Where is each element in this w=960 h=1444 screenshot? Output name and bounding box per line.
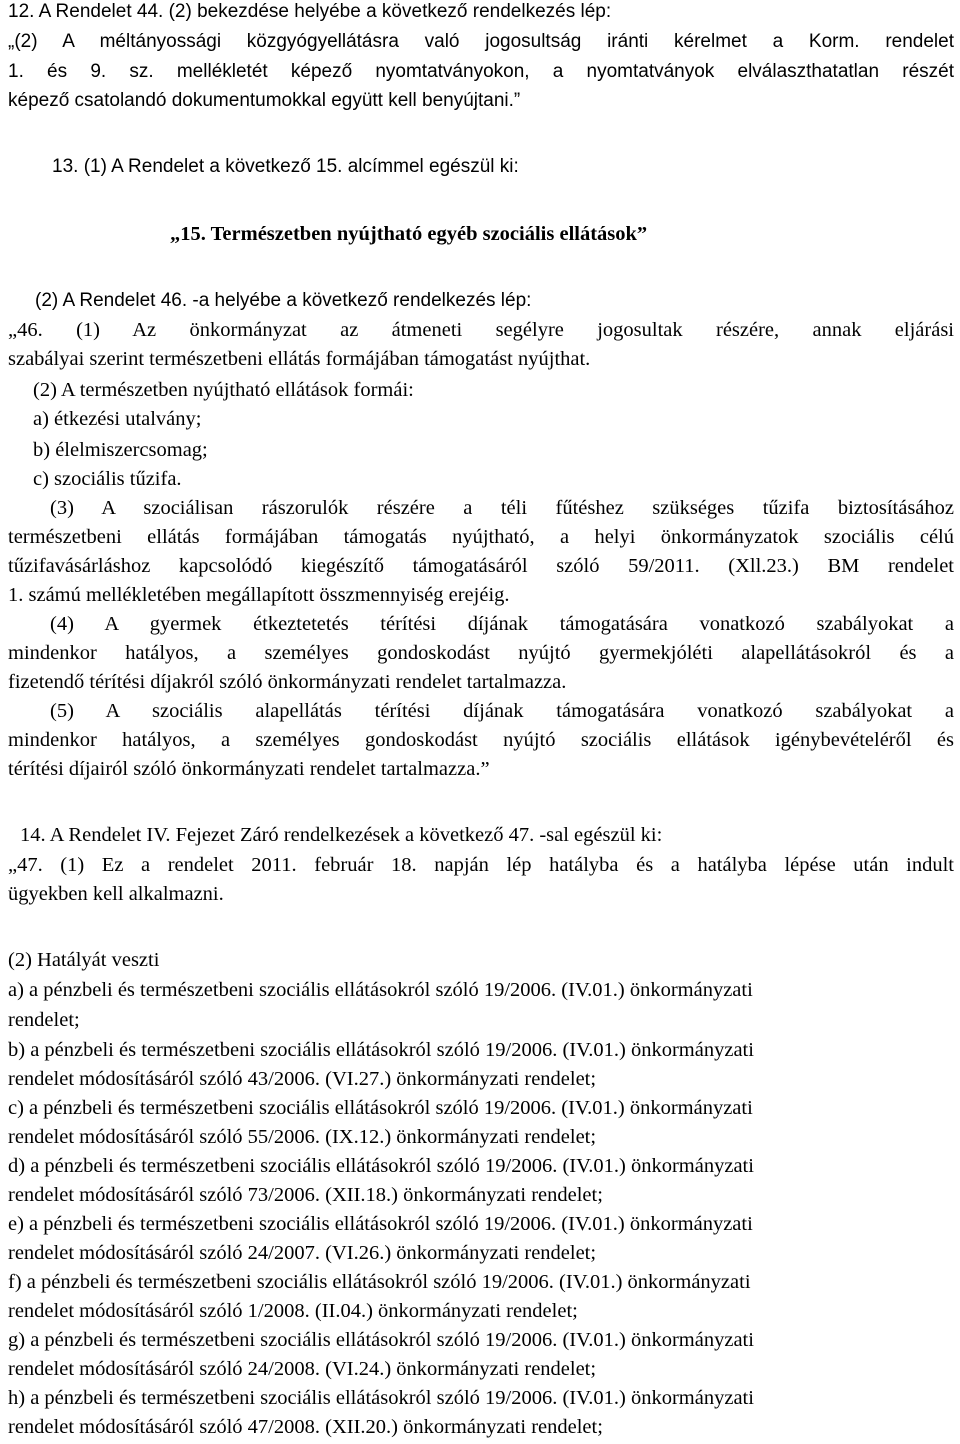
list-item: e) a pénzbeli és természetbeni szociális ellátásokról szóló 19/2006. (IV.01.) önkormányzati bbox=[8, 1213, 753, 1235]
list-item-cont: rendelet módosításáról szóló 73/2006. (XII.18.) önkormányzati rendelet; bbox=[8, 1184, 603, 1206]
paragraph-line: (2) A természetben nyújtható ellátások formái: bbox=[33, 379, 414, 401]
list-item-cont: rendelet módosításáról szóló 43/2006. (VI.27.) önkormányzati rendelet; bbox=[8, 1068, 597, 1090]
paragraph-line: (5) A szociális alapellátás térítési díjának támogatására vonatkozó szabályokat a bbox=[50, 700, 954, 722]
paragraph-line: mindenkor hatályos, a személyes gondoskodást nyújtó gyermekjóléti alapellátásokról és a bbox=[8, 642, 954, 664]
subtitle-heading: „15. Természetben nyújtható egyéb szociális ellátások” bbox=[170, 223, 648, 245]
paragraph-line: (4) A gyermek étkeztetetés térítési díjának támogatására vonatkozó szabályokat a bbox=[50, 613, 954, 635]
list-item-cont: rendelet módosításáról szóló 47/2008. (XII.20.) önkormányzati rendelet; bbox=[8, 1416, 603, 1438]
list-item-cont: rendelet; bbox=[8, 1009, 80, 1031]
paragraph-line: „(2) A méltányossági közgyógyellátásra való jogosultság iránti kérelmet a Korm. rendelet bbox=[8, 31, 954, 52]
paragraph-line: tűzifavásárláshoz kapcsolódó kiegészítő támogatásáról szóló 59/2011. (Xll.23.) BM rendelet bbox=[8, 555, 954, 577]
list-item: h) a pénzbeli és természetbeni szociális ellátásokról szóló 19/2006. (IV.01.) önkormányzati bbox=[8, 1387, 754, 1409]
list-item-cont: rendelet módosításáról szóló 55/2006. (IX.12.) önkormányzati rendelet; bbox=[8, 1126, 597, 1148]
paragraph-line: (3) A szociálisan rászorulók részére a téli fűtéshez szükséges tűzifa biztosításához bbox=[50, 497, 954, 519]
list-item: b) élelmiszercsomag; bbox=[33, 439, 208, 461]
paragraph-line: (2) A Rendelet 46. -a helyébe a következő rendelkezés lép: bbox=[35, 290, 532, 311]
list-item: g) a pénzbeli és természetbeni szociális ellátásokról szóló 19/2006. (IV.01.) önkormányzati bbox=[8, 1329, 754, 1351]
paragraph-line: fizetendő térítési díjakról szóló önkormányzati rendelet tartalmazza. bbox=[8, 671, 567, 693]
paragraph-line: „47. (1) Ez a rendelet 2011. február 18. napján lép hatályba és a hatályba lépése után indult bbox=[8, 854, 954, 876]
section-13-heading: 13. (1) A Rendelet a következő 15. alcímmel egészül ki: bbox=[52, 156, 519, 177]
list-item-cont: rendelet módosításáról szóló 24/2008. (VI.24.) önkormányzati rendelet; bbox=[8, 1358, 597, 1380]
list-item: c) a pénzbeli és természetbeni szociális ellátásokról szóló 19/2006. (IV.01.) önkormányzati bbox=[8, 1097, 753, 1119]
section-12-heading: 12. A Rendelet 44. (2) bekezdése helyébe a következő rendelkezés lép: bbox=[8, 1, 612, 22]
paragraph-line: 1. számú mellékletében megállapított összmennyiség erejéig. bbox=[8, 584, 510, 606]
list-item: a) a pénzbeli és természetbeni szociális ellátásokról szóló 19/2006. (IV.01.) önkormányzati bbox=[8, 979, 753, 1001]
list-item-cont: rendelet módosításáról szóló 1/2008. (II.04.) önkormányzati rendelet; bbox=[8, 1300, 578, 1322]
paragraph-line: 1. és 9. sz. mellékletét képező nyomtatványokon, a nyomtatványok elválaszthatatlan részét bbox=[8, 61, 954, 82]
paragraph-line: mindenkor hatályos, a személyes gondoskodást nyújtó szociális ellátások igénybevételéről és bbox=[8, 729, 954, 751]
section-14-heading: 14. A Rendelet IV. Fejezet Záró rendelkezések a következő 47. -sal egészül ki: bbox=[20, 824, 663, 846]
paragraph-line: térítési díjairól szóló önkormányzati rendelet tartalmazza.” bbox=[8, 758, 490, 780]
paragraph-line: képező csatolandó dokumentumokkal együtt kell benyújtani.” bbox=[8, 90, 521, 111]
paragraph-line: (2) Hatályát veszti bbox=[8, 949, 160, 971]
list-item: d) a pénzbeli és természetbeni szociális ellátásokról szóló 19/2006. (IV.01.) önkormányzati bbox=[8, 1155, 754, 1177]
list-item-cont: rendelet módosításáról szóló 24/2007. (VI.26.) önkormányzati rendelet; bbox=[8, 1242, 597, 1264]
list-item: a) étkezési utalvány; bbox=[33, 408, 202, 430]
paragraph-line: ügyekben kell alkalmazni. bbox=[8, 883, 224, 905]
paragraph-line: természetbeni ellátás formájában támogatás nyújtható, a helyi önkormányzatok szociális célú bbox=[8, 526, 954, 548]
paragraph-line: „46. (1) Az önkormányzat az átmeneti segélyre jogosultak részére, annak eljárási bbox=[8, 319, 954, 341]
paragraph-line: szabályai szerint természetbeni ellátás formájában támogatást nyújthat. bbox=[8, 348, 591, 370]
list-item: b) a pénzbeli és természetbeni szociális ellátásokról szóló 19/2006. (IV.01.) önkormányzati bbox=[8, 1039, 754, 1061]
list-item: f) a pénzbeli és természetbeni szociális ellátásokról szóló 19/2006. (IV.01.) önkormányzati bbox=[8, 1271, 751, 1293]
list-item: c) szociális tűzifa. bbox=[33, 468, 182, 490]
